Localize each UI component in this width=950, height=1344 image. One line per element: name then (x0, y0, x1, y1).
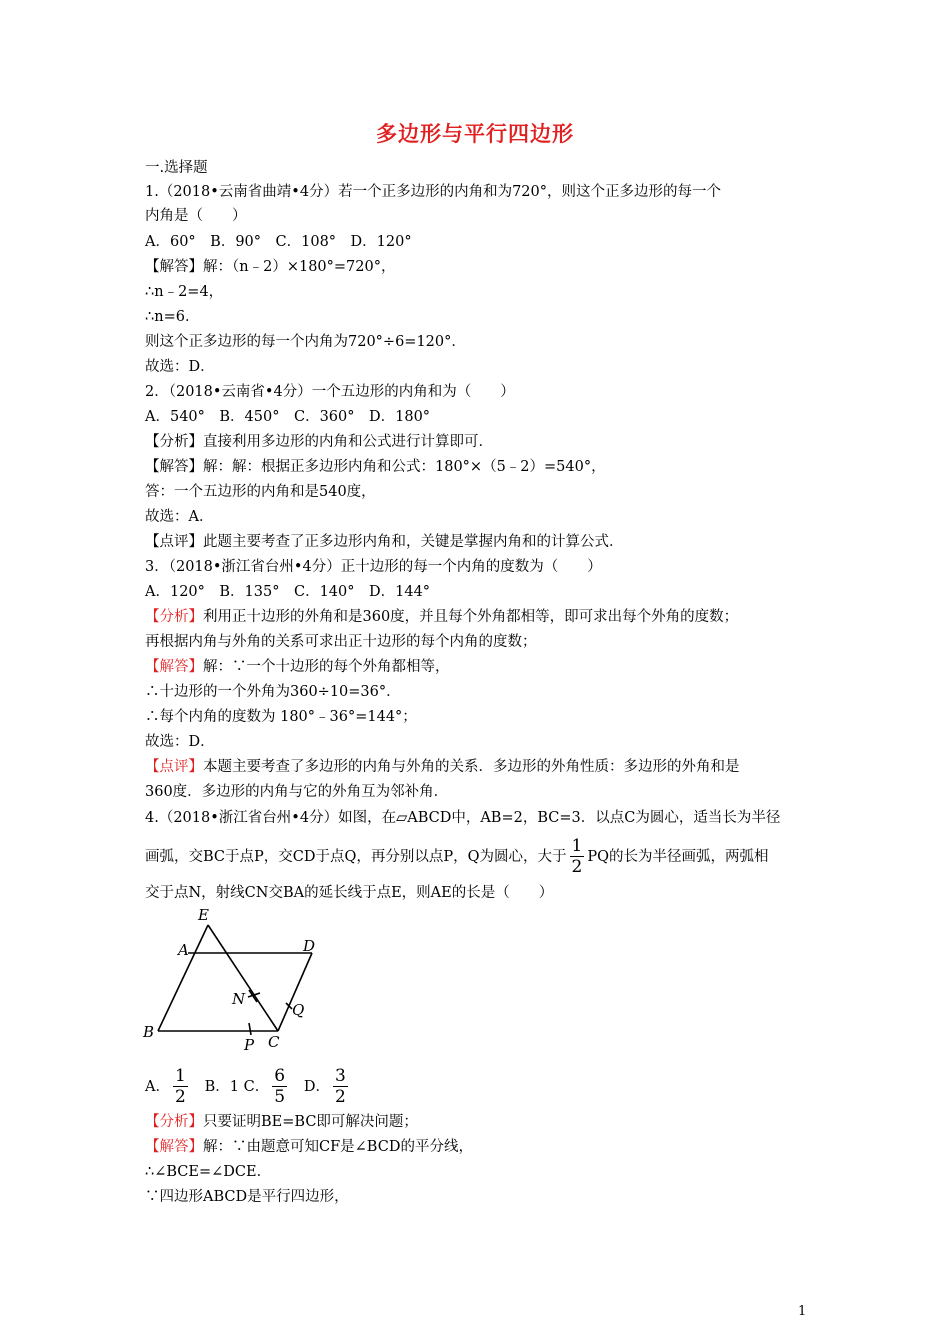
q1-stem-line1: 1.（2018•云南省曲靖•4分）若一个正多边形的内角和为720°，则这个正多边形的每一个 (145, 184, 721, 200)
q4-options: A． $\frac{1}{2}$ B．1 C． $\frac{6}{5}$ D． $\frac{3}{2}$ (145, 1066, 346, 1107)
q1-stem-line2: 内角是（ ） (145, 208, 247, 224)
q2-stem: 2．（2018•云南省•4分）一个五边形的内角和为（ ） (145, 384, 515, 400)
analysis-tag: 【分析】 (145, 609, 203, 625)
q3-solution-line1: 【解答】解：∵一个十边形的每个外角都相等， (145, 659, 450, 675)
q3-solution-line2: ∴十边形的一个外角为360÷10=36°． (145, 684, 401, 700)
q2-solution-line3: 故选：A． (145, 509, 214, 525)
label-d: D (303, 937, 316, 955)
analysis-tag: 【分析】 (145, 434, 203, 450)
option-c-fraction: $\frac{6}{5}$ (274, 1066, 286, 1107)
solution-tag: 【解答】 (145, 1139, 203, 1155)
arc-mark-p (249, 1023, 251, 1035)
q2-solution-line1: 【解答】解：解：根据正多边形内角和公式：180°×（5﹣2）=540°， (145, 459, 606, 475)
q3-analysis-line2: 再根据内角与外角的关系可求出正十边形的每个内角的度数； (145, 634, 537, 650)
q4-stem-line2: 画弧，交BC于点P，交CD于点Q，再分别以点P，Q为圆心，大于 $\frac{1}{2}$ PQ的长为半径画弧，两弧相 (145, 836, 769, 877)
q2-solution-line2: 答：一个五边形的内角和是540度， (145, 484, 376, 500)
label-a: A (178, 941, 189, 959)
q1-solution-line4: 则这个正多边形的每一个内角为720°÷6=120°． (145, 334, 466, 350)
option-a-fraction: $\frac{1}{2}$ (174, 1066, 186, 1107)
segment-dc (278, 953, 312, 1031)
q1-solution-line5: 故选：D． (145, 359, 215, 375)
label-n: N (232, 990, 246, 1008)
q3-solution-line4: 故选：D． (145, 734, 215, 750)
q4-solution-line1: 【解答】解：∵由题意可知CF是∠BCD的平分线， (145, 1139, 473, 1155)
section-heading: 一.选择题 (145, 160, 208, 176)
label-q: Q (292, 1001, 305, 1019)
q2-analysis: 【分析】直接利用多边形的内角和公式进行计算即可． (145, 434, 493, 450)
q3-comment-line1: 【点评】本题主要考查了多边形的内角与外角的关系．多边形的外角性质：多边形的外角和是 (145, 759, 740, 775)
q4-stem-line1: 4.（2018•浙江省台州•4分）如图，在▱ABCD中，AB=2，BC=3．以点C为圆心，适当长为半径 (145, 810, 781, 826)
parallelogram-figure (140, 905, 330, 1055)
fraction-one-half: $\frac{1}{2}$ (571, 836, 583, 877)
q2-options: A．540° B．450° C．360° D．180° (145, 409, 431, 425)
q4-solution-line3: ∵四边形ABCD是平行四边形， (145, 1189, 349, 1205)
q2-comment: 【点评】此题主要考查了正多边形内角和，关键是掌握内角和的计算公式． (145, 534, 624, 550)
comment-tag: 【点评】 (145, 759, 203, 775)
label-c: C (268, 1033, 280, 1051)
q1-solution-line2: ∴n﹣2=4， (145, 284, 224, 300)
q3-solution-line3: ∴每个内角的度数为 180°﹣36°=144°； (145, 709, 417, 725)
solution-tag: 【解答】 (145, 659, 203, 675)
q4-solution-line2: ∴∠BCE=∠DCE． (145, 1164, 272, 1180)
label-e: E (198, 906, 209, 924)
q1-solution-line1: 【解答】解：（n﹣2）×180°=720°， (145, 259, 396, 275)
page-number: 1 (798, 1304, 807, 1319)
label-p: P (244, 1036, 255, 1054)
comment-tag: 【点评】 (145, 534, 203, 550)
q3-comment-line2: 360度．多边形的内角与它的外角互为邻补角． (145, 784, 449, 800)
q4-analysis: 【分析】只要证明BE=BC即可解决问题； (145, 1114, 418, 1130)
segment-ec (208, 925, 278, 1031)
q3-analysis-line1: 【分析】利用正十边形的外角和是360度，并且每个外角都相等，即可求出每个外角的度数； (145, 609, 739, 625)
page-title: 多边形与平行四边形 (376, 122, 574, 146)
q1-solution-line3: ∴n=6． (145, 309, 200, 325)
label-b: B (143, 1023, 155, 1041)
q3-options: A．120° B．135° C．140° D．144° (145, 584, 431, 600)
analysis-tag: 【分析】 (145, 1114, 203, 1130)
q4-stem-line3: 交于点N，射线CN交BA的延长线于点E，则AE的长是（ ） (145, 885, 554, 901)
solution-tag: 【解答】 (145, 259, 203, 275)
option-d-fraction: $\frac{3}{2}$ (335, 1066, 346, 1107)
q1-options: A．60° B．90° C．108° D．120° (145, 234, 412, 250)
q3-stem: 3．（2018•浙江省台州•4分）正十边形的每一个内角的度数为（ ） (145, 559, 602, 575)
solution-tag: 【解答】 (145, 459, 203, 475)
